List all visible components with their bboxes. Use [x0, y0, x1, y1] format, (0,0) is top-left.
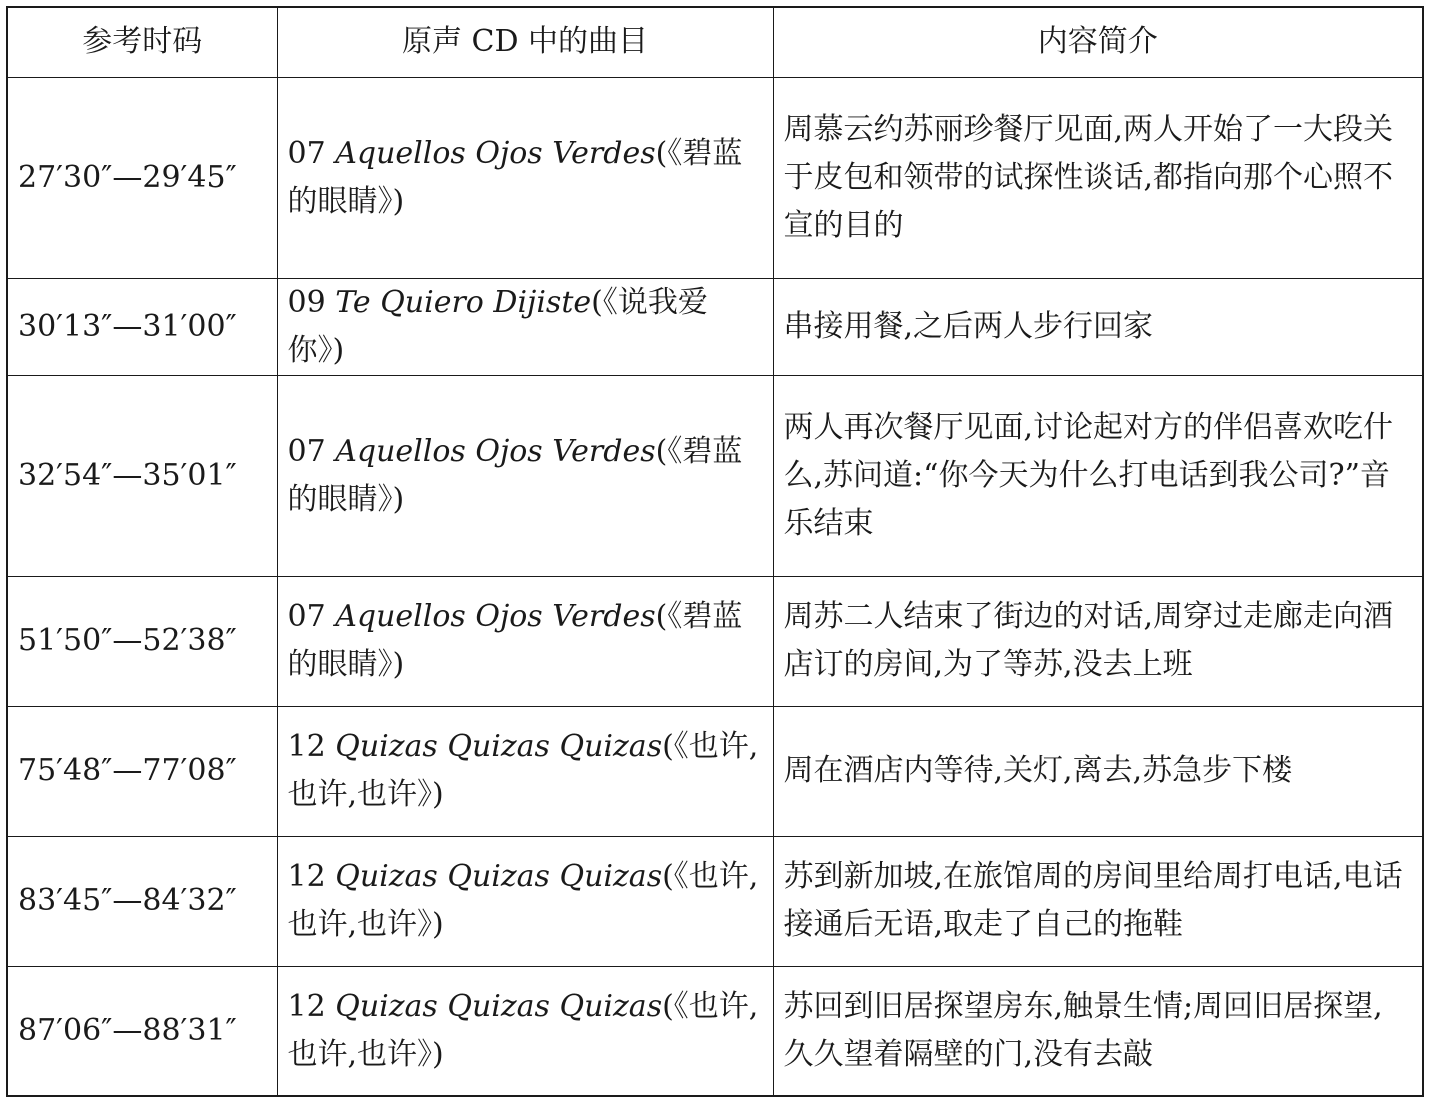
track-title: Aquellos Ojos Verdes — [335, 599, 656, 634]
track-chinese-title: (《说我爱你》) — [287, 284, 708, 368]
track-number: 12 — [287, 729, 336, 764]
summary-cell: 苏回到旧居探望房东,触景生情;周回旧居探望,久久望着隔壁的门,没有去敲 — [773, 966, 1423, 1096]
summary-cell: 周在酒店内等待,关灯,离去,苏急步下楼 — [773, 706, 1423, 836]
track-chinese-title: (《碧蓝的眼睛》) — [287, 599, 743, 682]
summary-cell: 两人再次餐厅见面,讨论起对方的伴侣喜欢吃什么,苏问道:“你今天为什么打电话到我公司?”音乐结束 — [773, 375, 1423, 576]
summary-cell: 串接用餐,之后两人步行回家 — [773, 278, 1423, 375]
track-cell — [277, 77, 773, 278]
track-title: Quizas Quizas Quizas — [335, 988, 663, 1024]
timecode-cell: 83′45″—84′32″ — [7, 836, 277, 966]
track-cell — [277, 278, 773, 375]
track-cell — [277, 836, 773, 966]
header-timecode: 参考时码 — [7, 7, 277, 77]
track-title: Te Quiero Dijiste — [335, 284, 592, 320]
track-cell — [277, 375, 773, 576]
track-title: Quizas Quizas Quizas — [335, 859, 663, 894]
table-row — [7, 375, 1423, 576]
track-chinese-title: (《碧蓝的眼睛》) — [287, 135, 743, 219]
timecode-cell: 87′06″—88′31″ — [7, 966, 277, 1096]
soundtrack-table — [6, 6, 1424, 1097]
track-number: 12 — [287, 859, 336, 894]
track-title: Aquellos Ojos Verdes — [335, 135, 656, 171]
track-chinese-title: (《也许,也许,也许》) — [287, 729, 759, 812]
track-number: 12 — [287, 988, 336, 1024]
track-cell — [277, 966, 773, 1096]
track-title: Aquellos Ojos Verdes — [335, 433, 656, 469]
track-title: Quizas Quizas Quizas — [335, 729, 663, 764]
track-number: 07 — [287, 599, 336, 634]
header-summary: 内容简介 — [773, 7, 1423, 77]
timecode-cell: 27′30″—29′45″ — [7, 77, 277, 278]
track-chinese-title: (《也许,也许,也许》) — [287, 859, 759, 942]
table-row — [7, 836, 1423, 966]
table-row — [7, 278, 1423, 375]
table-row — [7, 576, 1423, 706]
table-header-row — [7, 7, 1423, 77]
table-row — [7, 706, 1423, 836]
track-cell — [277, 706, 773, 836]
timecode-cell: 30′13″—31′00″ — [7, 278, 277, 375]
track-chinese-title: (《碧蓝的眼睛》) — [287, 433, 743, 517]
table-row — [7, 966, 1423, 1096]
timecode-cell: 51′50″—52′38″ — [7, 576, 277, 706]
summary-cell: 周苏二人结束了街边的对话,周穿过走廊走向酒店订的房间,为了等苏,没去上班 — [773, 576, 1423, 706]
timecode-cell: 32′54″—35′01″ — [7, 375, 277, 576]
summary-cell: 苏到新加坡,在旅馆周的房间里给周打电话,电话接通后无语,取走了自己的拖鞋 — [773, 836, 1423, 966]
track-number: 07 — [287, 433, 336, 469]
track-chinese-title: (《也许,也许,也许》) — [287, 988, 759, 1072]
summary-cell: 周慕云约苏丽珍餐厅见面,两人开始了一大段关于皮包和领带的试探性谈话,都指向那个心照不宣的目的 — [773, 77, 1423, 278]
table-row — [7, 77, 1423, 278]
track-number: 09 — [287, 284, 336, 320]
timecode-cell: 75′48″—77′08″ — [7, 706, 277, 836]
header-track: 原声 CD 中的曲目 — [277, 7, 773, 77]
track-cell — [277, 576, 773, 706]
track-number: 07 — [287, 135, 336, 171]
